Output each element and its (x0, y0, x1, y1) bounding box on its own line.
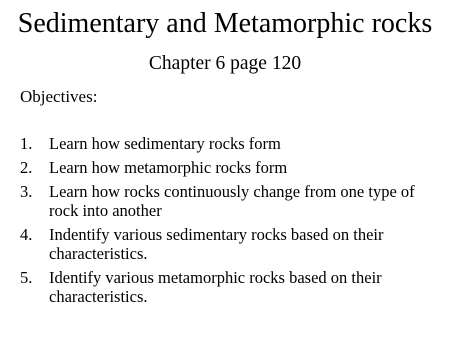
objective-number: 3. (20, 182, 33, 201)
objectives-heading: Objectives: (20, 87, 98, 106)
objective-text: Learn how rocks continuously change from one type of rock into another (49, 182, 415, 220)
objective-text: Learn how metamorphic rocks form (49, 158, 288, 177)
objective-number: 4. (20, 225, 33, 244)
objectives-list (20, 134, 445, 311)
objective-text: Indentify various sedimentary rocks based on their characteristics. (49, 225, 384, 263)
objective-item (20, 158, 445, 177)
objective-number: 2. (20, 158, 33, 177)
objective-item (20, 225, 445, 263)
objective-number: 5. (20, 268, 33, 287)
objective-text: Learn how sedimentary rocks form (49, 134, 281, 153)
objective-text: Identify various metamorphic rocks based on their characteristics. (49, 268, 382, 306)
slide-subtitle: Chapter 6 page 120 (148, 53, 302, 74)
objective-item (20, 182, 445, 220)
objective-item (20, 268, 445, 306)
objective-number: 1. (20, 134, 33, 153)
objective-item (20, 134, 445, 153)
slide-title: Sedimentary and Metamorphic rocks (17, 8, 433, 39)
